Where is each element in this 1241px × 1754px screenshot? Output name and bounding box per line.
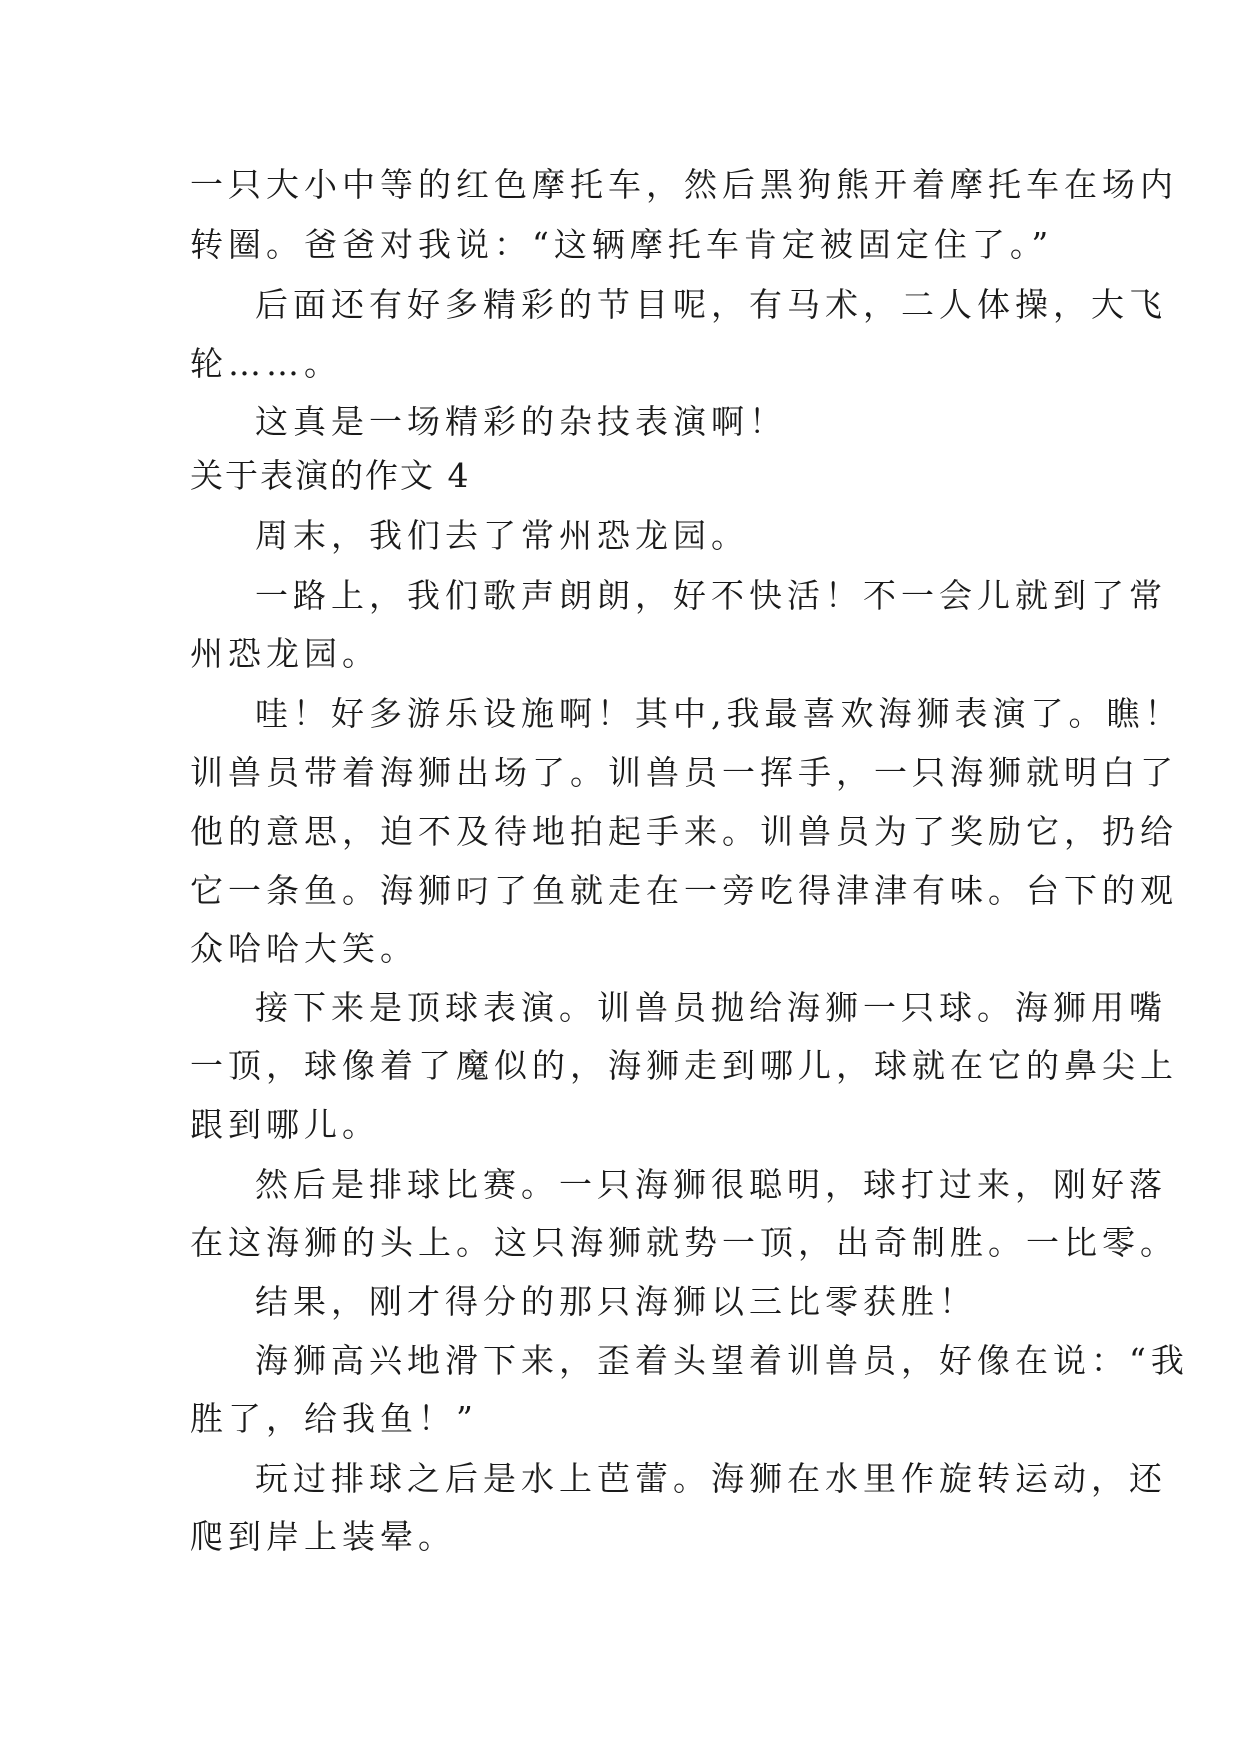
paragraph-line: 在这海狮的头上。这只海狮就势一顶，出奇制胜。一比零。	[190, 1223, 1178, 1262]
paragraph-line: 他的意思，迫不及待地拍起手来。训兽员为了奖励它，扔给	[190, 812, 1178, 851]
paragraph-line: 玩过排球之后是水上芭蕾。海狮在水里作旋转运动，还	[255, 1459, 1167, 1498]
paragraph-line: 众哈哈大笑。	[190, 929, 418, 968]
paragraph-line: 跟到哪儿。	[190, 1105, 380, 1144]
paragraph-line: 周末，我们去了常州恐龙园。	[255, 516, 749, 555]
paragraph-line: 接下来是顶球表演。训兽员抛给海狮一只球。海狮用嘴	[255, 988, 1167, 1027]
paragraph-line: 这真是一场精彩的杂技表演啊！	[255, 402, 787, 441]
paragraph-line: 然后是排球比赛。一只海狮很聪明，球打过来，刚好落	[255, 1165, 1167, 1204]
paragraph-line: 后面还有好多精彩的节目呢，有马术，二人体操，大飞	[255, 285, 1167, 324]
paragraph-line: 轮……。	[190, 344, 342, 383]
paragraph-line: 哇！好多游乐设施啊！其中,我最喜欢海狮表演了。瞧！	[255, 694, 1183, 733]
paragraph-line: 爬到岸上装晕。	[190, 1517, 456, 1556]
paragraph-line: 州恐龙园。	[190, 634, 380, 673]
paragraph-line: 一只大小中等的红色摩托车，然后黑狗熊开着摩托车在场内	[190, 165, 1178, 204]
paragraph-line: 一顶，球像着了魔似的，海狮走到哪儿，球就在它的鼻尖上	[190, 1046, 1178, 1085]
paragraph-line: 训兽员带着海狮出场了。训兽员一挥手，一只海狮就明白了	[190, 753, 1178, 792]
paragraph-line: 它一条鱼。海狮叼了鱼就走在一旁吃得津津有味。台下的观	[190, 871, 1178, 910]
paragraph-line: 海狮高兴地滑下来，歪着头望着训兽员，好像在说：“我	[255, 1341, 1189, 1380]
paragraph-line: 一路上，我们歌声朗朗，好不快活！不一会儿就到了常	[255, 576, 1167, 615]
paragraph-line: 转圈。爸爸对我说：“这辆摩托车肯定被固定住了。”	[190, 225, 1054, 264]
paragraph-line: 胜了，给我鱼！”	[190, 1399, 478, 1438]
section-heading: 关于表演的作文 4	[190, 456, 471, 495]
paragraph-line: 结果，刚才得分的那只海狮以三比零获胜！	[255, 1282, 977, 1321]
